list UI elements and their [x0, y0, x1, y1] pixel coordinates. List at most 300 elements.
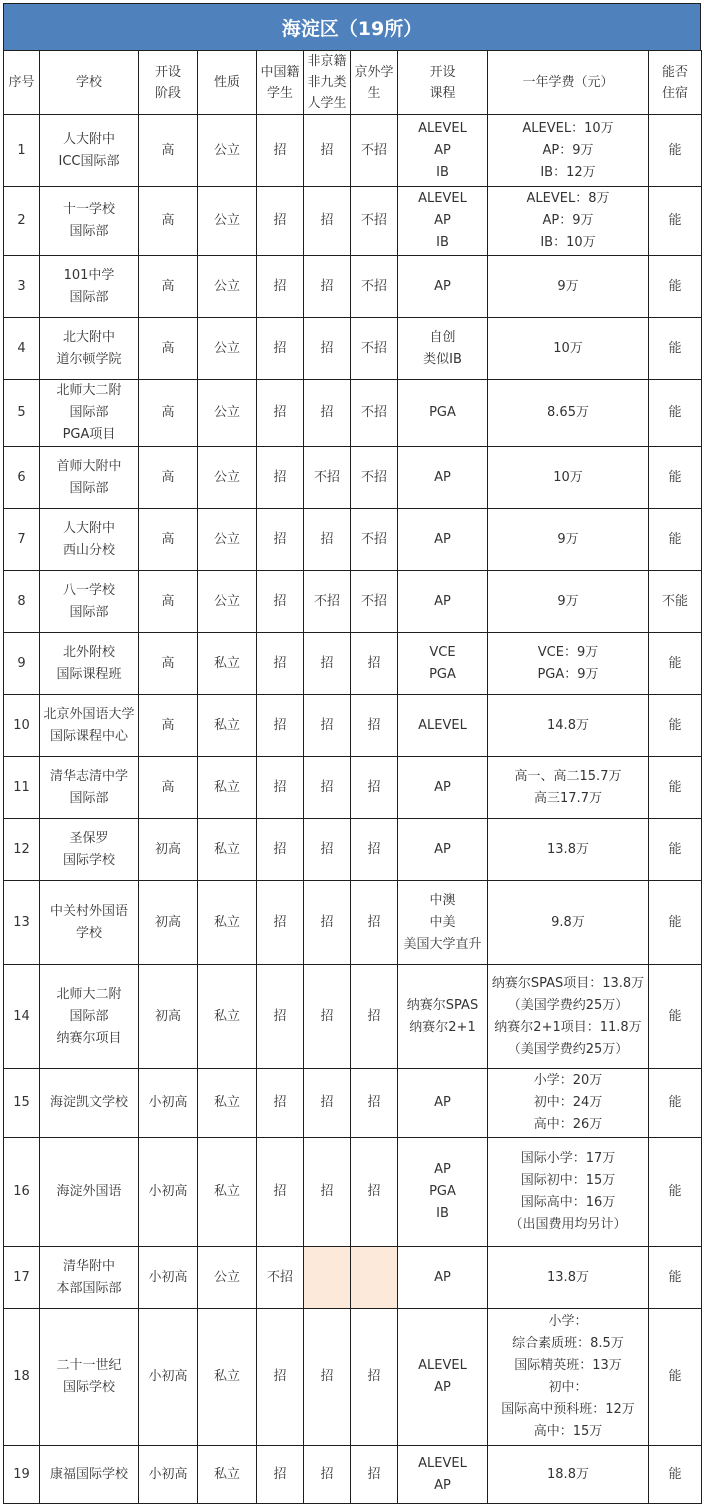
cell-chinese-students: 招: [257, 115, 304, 187]
header-label: 开设: [154, 64, 181, 80]
cell-chinese-students: 招: [257, 1309, 304, 1446]
table-row: [4, 757, 702, 819]
cell-courses: [398, 571, 488, 633]
cell-outside-beijing-students: 招: [351, 1138, 398, 1247]
cell-row-number: 8: [4, 571, 40, 633]
cell-outside-beijing-students: 招: [351, 881, 398, 965]
cell-chinese-students: 招: [257, 633, 304, 695]
cell-school-name: [40, 256, 139, 318]
courses-line: AP: [434, 531, 451, 547]
cell-outside-beijing-students: [351, 1247, 398, 1309]
cell-row-number: 7: [4, 509, 40, 571]
cell-non-beijing-students: 招: [304, 881, 351, 965]
annual-fee-line: ALEVEL：10万: [522, 120, 614, 136]
annual-fee-line: 国际高中预科班：12万: [501, 1402, 635, 1417]
cell-school-name: [40, 1069, 139, 1138]
annual-fee-line: 8.65万: [547, 405, 589, 420]
cell-non-beijing-students: 招: [304, 509, 351, 571]
annual-fee-line: 纳赛尔2+1项目：11.8万: [494, 1019, 642, 1035]
cell-annual-fee: [488, 187, 649, 256]
annual-fee-line: 9.8万: [551, 914, 585, 930]
cell-annual-fee: [488, 1309, 649, 1446]
courses-line: AP: [434, 278, 451, 294]
cell-annual-fee: [488, 256, 649, 318]
cell-outside-beijing-students: 不招: [351, 318, 398, 380]
annual-fee-line: 10万: [553, 469, 583, 485]
cell-school-name: [40, 380, 139, 447]
courses-line: AP: [434, 1162, 451, 1177]
cell-chinese-students: 招: [257, 819, 304, 881]
cell-annual-fee: [488, 819, 649, 881]
cell-outside-beijing-students: 不招: [351, 447, 398, 509]
annual-fee-line: （美国学费约25万）: [507, 997, 629, 1013]
school-name-line: PGA项目: [62, 427, 116, 442]
cell-non-beijing-students: 招: [304, 380, 351, 447]
header-label: 性质: [213, 75, 240, 90]
school-name-line: 二十一世纪: [56, 1358, 122, 1373]
cell-chinese-students: 招: [257, 318, 304, 380]
cell-chinese-students: 招: [257, 1138, 304, 1247]
school-name-line: ICC国际部: [58, 153, 120, 169]
table-row: [4, 380, 702, 447]
annual-fee-line: （出国费用均另计）: [509, 1217, 627, 1232]
cell-chinese-students: 招: [257, 447, 304, 509]
cell-row-number: 17: [4, 1247, 40, 1309]
school-name-line: 清华志清中学: [49, 768, 128, 784]
school-name-line: 首师大附中: [56, 458, 122, 474]
cell-annual-fee: [488, 509, 649, 571]
cell-stage: 小初高: [139, 1247, 198, 1309]
table-title: 海淀区（19所）: [3, 3, 701, 50]
header-col-type: [198, 51, 257, 115]
cell-courses: [398, 1069, 488, 1138]
cell-row-number: 10: [4, 695, 40, 757]
annual-fee-line: 9万: [557, 531, 579, 547]
cell-row-number: 9: [4, 633, 40, 695]
header-label: 京外学: [354, 64, 394, 80]
header-col-annual-fee: [488, 51, 649, 115]
school-name-line: 国际课程班: [56, 666, 122, 682]
annual-fee-line: 14.8万: [547, 717, 589, 733]
courses-line: ALEVEL: [418, 120, 467, 136]
cell-stage: 高: [139, 509, 198, 571]
cell-row-number: 14: [4, 965, 40, 1069]
courses-line: AP: [434, 1477, 451, 1493]
cell-courses: [398, 1446, 488, 1504]
cell-outside-beijing-students: 招: [351, 633, 398, 695]
cell-boarding: 能: [649, 695, 702, 757]
cell-stage: 初高: [139, 819, 198, 881]
courses-line: ALEVEL: [418, 717, 467, 733]
annual-fee-line: （美国学费约25万）: [507, 1041, 629, 1057]
table-row: [4, 318, 702, 380]
school-name-line: 国际学校: [62, 852, 115, 868]
header-label: 非九类: [307, 75, 347, 90]
annual-fee-line: VCE：9万: [537, 644, 599, 660]
cell-non-beijing-students: 招: [304, 633, 351, 695]
courses-line: ALEVEL: [418, 1358, 467, 1373]
cell-boarding: 能: [649, 447, 702, 509]
cell-outside-beijing-students: 不招: [351, 115, 398, 187]
table-row: [4, 509, 702, 571]
courses-line: AP: [434, 1380, 451, 1395]
table-row: [4, 1309, 702, 1446]
cell-stage: 初高: [139, 881, 198, 965]
annual-fee-line: 13.8万: [547, 1269, 589, 1285]
cell-row-number: 3: [4, 256, 40, 318]
school-name-line: 国际课程中心: [49, 728, 128, 744]
cell-school-name: [40, 695, 139, 757]
cell-annual-fee: [488, 1247, 649, 1309]
cell-school-type: 公立: [198, 571, 257, 633]
cell-courses: [398, 881, 488, 965]
cell-outside-beijing-students: 不招: [351, 571, 398, 633]
cell-boarding: 能: [649, 881, 702, 965]
table-row: [4, 965, 702, 1069]
courses-line: ALEVEL: [418, 1455, 467, 1471]
cell-chinese-students: 招: [257, 1069, 304, 1138]
cell-courses: [398, 633, 488, 695]
cell-boarding: 能: [649, 965, 702, 1069]
cell-school-name: [40, 115, 139, 187]
table-row: [4, 819, 702, 881]
cell-courses: [398, 318, 488, 380]
header-label: 生: [367, 85, 381, 101]
table-row: [4, 633, 702, 695]
courses-line: 中美: [429, 914, 456, 930]
courses-line: PGA: [429, 666, 456, 682]
cell-outside-beijing-students: 招: [351, 1069, 398, 1138]
cell-boarding: 能: [649, 115, 702, 187]
table-row: [4, 881, 702, 965]
cell-chinese-students: 招: [257, 571, 304, 633]
cell-stage: 高: [139, 447, 198, 509]
school-name-line: 中关村外国语: [49, 903, 128, 919]
courses-line: AP: [434, 593, 451, 609]
annual-fee-line: 9万: [557, 593, 579, 609]
cell-non-beijing-students: 招: [304, 187, 351, 256]
courses-line: PGA: [429, 1184, 456, 1199]
cell-outside-beijing-students: 不招: [351, 509, 398, 571]
header-label: 阶段: [154, 85, 181, 101]
cell-chinese-students: 不招: [257, 1247, 304, 1309]
annual-fee-line: 小学：20万: [533, 1073, 603, 1088]
courses-line: AP: [434, 841, 451, 857]
cell-school-type: 公立: [198, 509, 257, 571]
cell-school-name: [40, 1446, 139, 1504]
cell-courses: [398, 187, 488, 256]
cell-annual-fee: [488, 115, 649, 187]
courses-line: 自创: [429, 329, 456, 345]
cell-courses: [398, 509, 488, 571]
cell-boarding: 能: [649, 509, 702, 571]
header-label: 课程: [429, 85, 456, 101]
table-row: [4, 695, 702, 757]
cell-boarding: 不能: [649, 571, 702, 633]
header-col-chinese-students: [257, 51, 304, 115]
annual-fee-line: 13.8万: [547, 841, 589, 857]
cell-boarding: 能: [649, 633, 702, 695]
cell-non-beijing-students: 招: [304, 256, 351, 318]
table-row: [4, 1138, 702, 1247]
cell-school-type: 私立: [198, 757, 257, 819]
cell-chinese-students: 招: [257, 380, 304, 447]
cell-row-number: 15: [4, 1069, 40, 1138]
school-name-line: 国际部: [69, 1008, 109, 1024]
cell-non-beijing-students: 招: [304, 1069, 351, 1138]
courses-line: IB: [436, 164, 449, 180]
annual-fee-line: 初中：24万: [533, 1095, 603, 1110]
cell-boarding: 能: [649, 819, 702, 881]
school-name-line: 北外附校: [62, 644, 115, 660]
school-name-line: 国际部: [69, 790, 109, 806]
cell-school-type: 私立: [198, 1446, 257, 1504]
cell-outside-beijing-students: 不招: [351, 187, 398, 256]
courses-line: 中澳: [429, 892, 456, 908]
school-name-line: 道尔顿学院: [56, 351, 122, 367]
annual-fee-line: PGA：9万: [537, 666, 599, 682]
cell-chinese-students: 招: [257, 256, 304, 318]
cell-school-type: 私立: [198, 819, 257, 881]
cell-school-type: 私立: [198, 1309, 257, 1446]
header-col-boarding: [649, 51, 702, 115]
cell-stage: 小初高: [139, 1446, 198, 1504]
cell-non-beijing-students: [304, 1247, 351, 1309]
courses-line: 纳赛尔SPAS: [406, 997, 479, 1013]
cell-non-beijing-students: 招: [304, 115, 351, 187]
annual-fee-line: 高中：15万: [533, 1424, 603, 1439]
cell-stage: 小初高: [139, 1309, 198, 1446]
courses-line: VCE: [429, 644, 456, 660]
school-name-line: 人大附中: [62, 131, 115, 147]
school-name-line: 北师大二附: [56, 986, 122, 1002]
cell-boarding: 能: [649, 187, 702, 256]
school-table-container: [3, 3, 701, 1504]
school-name-line: 北京外国语大学: [43, 706, 135, 722]
cell-annual-fee: [488, 571, 649, 633]
cell-courses: [398, 256, 488, 318]
courses-line: 纳赛尔2+1: [409, 1019, 476, 1035]
cell-stage: 高: [139, 380, 198, 447]
cell-non-beijing-students: 不招: [304, 447, 351, 509]
cell-non-beijing-students: 不招: [304, 571, 351, 633]
cell-school-type: 私立: [198, 633, 257, 695]
school-name-line: 清华附中: [62, 1258, 115, 1274]
school-name-line: 人大附中: [62, 520, 115, 536]
cell-school-name: [40, 318, 139, 380]
cell-school-name: [40, 881, 139, 965]
school-name-line: 国际部: [69, 405, 109, 420]
cell-stage: 高: [139, 757, 198, 819]
table-row: [4, 187, 702, 256]
cell-chinese-students: 招: [257, 187, 304, 256]
cell-school-type: 公立: [198, 1247, 257, 1309]
courses-line: AP: [434, 213, 451, 228]
cell-annual-fee: [488, 633, 649, 695]
cell-row-number: 2: [4, 187, 40, 256]
cell-school-name: [40, 571, 139, 633]
courses-line: AP: [434, 1269, 451, 1285]
cell-row-number: 11: [4, 757, 40, 819]
cell-courses: [398, 1247, 488, 1309]
cell-courses: [398, 965, 488, 1069]
header-col-outside-beijing-students: [351, 51, 398, 115]
cell-annual-fee: [488, 1069, 649, 1138]
cell-courses: [398, 447, 488, 509]
school-name-line: 101中学: [63, 267, 115, 283]
cell-annual-fee: [488, 1446, 649, 1504]
table-row: [4, 447, 702, 509]
cell-stage: 高: [139, 695, 198, 757]
cell-stage: 高: [139, 633, 198, 695]
cell-school-name: [40, 1309, 139, 1446]
cell-school-type: 公立: [198, 187, 257, 256]
school-name-line: 北师大二附: [56, 383, 122, 398]
cell-outside-beijing-students: 招: [351, 1309, 398, 1446]
cell-non-beijing-students: 招: [304, 695, 351, 757]
cell-row-number: 6: [4, 447, 40, 509]
cell-annual-fee: [488, 380, 649, 447]
school-name-line: 八一学校: [62, 582, 115, 598]
header-label: 序号: [8, 75, 35, 90]
courses-line: AP: [434, 469, 451, 485]
cell-chinese-students: 招: [257, 757, 304, 819]
cell-outside-beijing-students: 招: [351, 1446, 398, 1504]
annual-fee-line: AP：9万: [542, 213, 594, 228]
header-label: 人学生: [307, 96, 347, 111]
cell-boarding: 能: [649, 1069, 702, 1138]
cell-outside-beijing-students: 不招: [351, 380, 398, 447]
cell-outside-beijing-students: 招: [351, 757, 398, 819]
cell-boarding: 能: [649, 318, 702, 380]
cell-non-beijing-students: 招: [304, 318, 351, 380]
school-name-line: 学校: [75, 925, 102, 941]
cell-row-number: 18: [4, 1309, 40, 1446]
annual-fee-line: 综合素质班：8.5万: [512, 1336, 624, 1351]
courses-line: AP: [434, 1095, 451, 1110]
courses-line: IB: [436, 1206, 449, 1221]
school-name-line: 国际学校: [62, 1380, 115, 1395]
cell-outside-beijing-students: 招: [351, 695, 398, 757]
cell-row-number: 1: [4, 115, 40, 187]
cell-courses: [398, 695, 488, 757]
annual-fee-line: 国际小学：17万: [520, 1151, 616, 1166]
header-col-courses: [398, 51, 488, 115]
cell-non-beijing-students: 招: [304, 1138, 351, 1247]
cell-annual-fee: [488, 318, 649, 380]
cell-annual-fee: [488, 965, 649, 1069]
annual-fee-line: ALEVEL：8万: [526, 191, 610, 206]
cell-annual-fee: [488, 447, 649, 509]
school-name-line: 海淀凯文学校: [49, 1095, 128, 1110]
cell-school-type: 私立: [198, 1138, 257, 1247]
school-name-line: 本部国际部: [56, 1280, 122, 1296]
table-row: [4, 1069, 702, 1138]
cell-school-type: 公立: [198, 380, 257, 447]
cell-row-number: 4: [4, 318, 40, 380]
cell-non-beijing-students: 招: [304, 819, 351, 881]
cell-annual-fee: [488, 1138, 649, 1247]
cell-annual-fee: [488, 881, 649, 965]
cell-school-name: [40, 757, 139, 819]
school-name-line: 国际部: [69, 289, 109, 305]
annual-fee-line: 纳赛尔SPAS项目：13.8万: [491, 975, 645, 991]
cell-non-beijing-students: 招: [304, 965, 351, 1069]
school-name-line: 国际部: [69, 480, 109, 496]
cell-row-number: 19: [4, 1446, 40, 1504]
cell-outside-beijing-students: 不招: [351, 256, 398, 318]
cell-stage: 高: [139, 318, 198, 380]
annual-fee-line: 小学：: [548, 1314, 588, 1329]
cell-non-beijing-students: 招: [304, 1446, 351, 1504]
courses-line: ALEVEL: [418, 191, 467, 206]
cell-school-type: 公立: [198, 115, 257, 187]
cell-stage: 小初高: [139, 1069, 198, 1138]
cell-school-type: 公立: [198, 256, 257, 318]
cell-courses: [398, 1309, 488, 1446]
cell-school-name: [40, 447, 139, 509]
cell-school-name: [40, 965, 139, 1069]
cell-school-name: [40, 819, 139, 881]
header-col-school: [40, 51, 139, 115]
cell-boarding: 能: [649, 256, 702, 318]
cell-school-name: [40, 633, 139, 695]
header-label: 住宿: [661, 85, 688, 101]
cell-annual-fee: [488, 695, 649, 757]
cell-row-number: 13: [4, 881, 40, 965]
annual-fee-line: 18.8万: [547, 1466, 589, 1482]
header-label: 中国籍: [260, 64, 300, 80]
cell-non-beijing-students: 招: [304, 1309, 351, 1446]
header-col-non-beijing-students: [304, 51, 351, 115]
cell-stage: 高: [139, 187, 198, 256]
cell-stage: 初高: [139, 965, 198, 1069]
cell-chinese-students: 招: [257, 1446, 304, 1504]
cell-school-name: [40, 187, 139, 256]
cell-boarding: 能: [649, 757, 702, 819]
annual-fee-line: 高中：26万: [533, 1117, 603, 1132]
header-label: 学校: [75, 75, 102, 90]
cell-stage: 高: [139, 115, 198, 187]
table-row: [4, 571, 702, 633]
cell-non-beijing-students: 招: [304, 757, 351, 819]
table-row: [4, 1446, 702, 1504]
cell-chinese-students: 招: [257, 881, 304, 965]
courses-line: 美国大学直升: [403, 936, 482, 952]
cell-school-type: 公立: [198, 318, 257, 380]
cell-school-name: [40, 1247, 139, 1309]
cell-annual-fee: [488, 757, 649, 819]
header-row: [4, 51, 702, 115]
school-table: [3, 50, 702, 1504]
cell-chinese-students: 招: [257, 695, 304, 757]
cell-courses: [398, 757, 488, 819]
cell-school-type: 私立: [198, 695, 257, 757]
cell-school-type: 私立: [198, 965, 257, 1069]
school-name-line: 康福国际学校: [49, 1466, 128, 1482]
cell-school-type: 公立: [198, 447, 257, 509]
table-row: [4, 1247, 702, 1309]
school-name-line: 西山分校: [62, 542, 115, 558]
table-row: [4, 115, 702, 187]
cell-courses: [398, 115, 488, 187]
table-row: [4, 256, 702, 318]
cell-courses: [398, 819, 488, 881]
school-name-line: 纳赛尔项目: [56, 1030, 122, 1046]
header-col-number: [4, 51, 40, 115]
cell-outside-beijing-students: 招: [351, 819, 398, 881]
annual-fee-line: IB：10万: [540, 235, 596, 250]
